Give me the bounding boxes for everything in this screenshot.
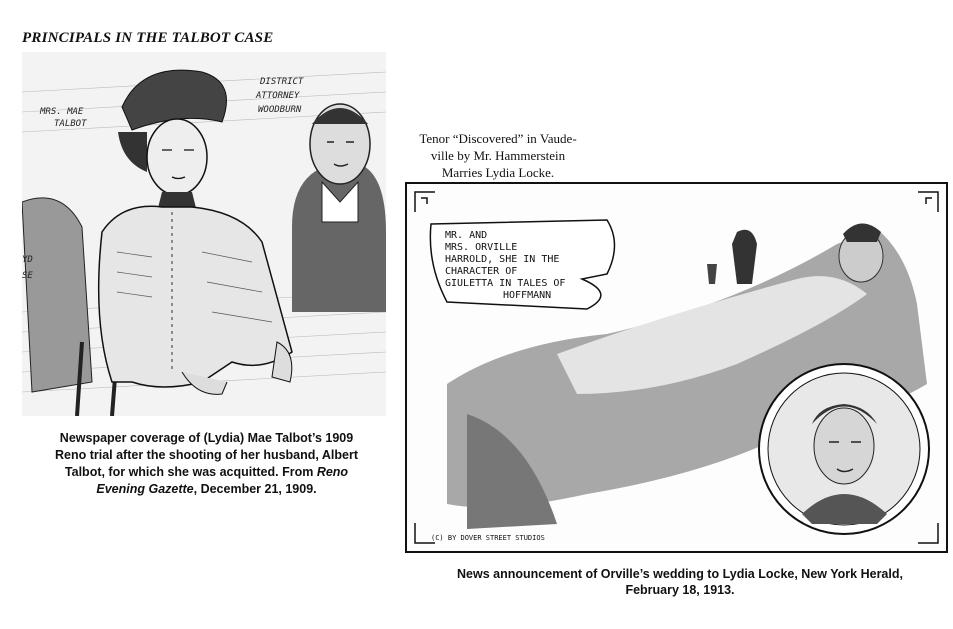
label-woodburn: WOODBURN [258,105,302,115]
label-attorney: ATTORNEY [256,91,300,101]
left-caption-line: Evening Gazette, December 21, 1909. [96,482,317,496]
scroll-line: CHARACTER OF [445,266,518,277]
left-caption [34,430,379,498]
scroll-line: GIULETTA IN TALES OF [445,278,566,289]
right-caption-line: News announcement of Orville’s wedding to Lydia Locke, New York Herald, [457,567,903,581]
orville-harrold-portrait [759,364,929,534]
scroll-line: MR. AND [445,230,488,241]
left-headline: PRINCIPALS IN THE TALBOT CASE [22,30,274,46]
scroll-line: MRS. ORVILLE [445,242,518,253]
talbot-case-illustration [22,52,386,416]
left-caption-line: Newspaper coverage of (Lydia) Mae Talbot’s 1909 [59,431,354,445]
label-edge-se: SE [22,271,33,281]
wedding-photo-frame [405,182,948,553]
studio-credit: (C) BY DOVER STREET STUDIOS [431,534,545,542]
tenor-line: Tenor “Discovered” in Vaude- [419,131,577,146]
label-district: DISTRICT [260,77,304,87]
scroll-line: HOFFMANN [503,290,552,301]
label-edge-yd: YD [22,255,33,265]
right-caption-line: February 18, 1913. [625,583,735,597]
tenor-headline [408,130,588,181]
wedding-photo [407,184,946,551]
scroll-line: HARROLD, SHE IN THE [445,254,560,265]
label-mrs-mae: MRS. MAE [40,107,84,117]
label-talbot: TALBOT [54,119,87,129]
tenor-line: Marries Lydia Locke. [441,165,555,180]
left-caption-line: Talbot, for which she was acquitted. From Reno [64,465,349,479]
left-caption-line: Reno trial after the shooting of her husband, Albert [54,448,359,462]
right-caption [430,566,930,598]
tenor-line: ville by Mr. Hammerstein [430,148,566,163]
